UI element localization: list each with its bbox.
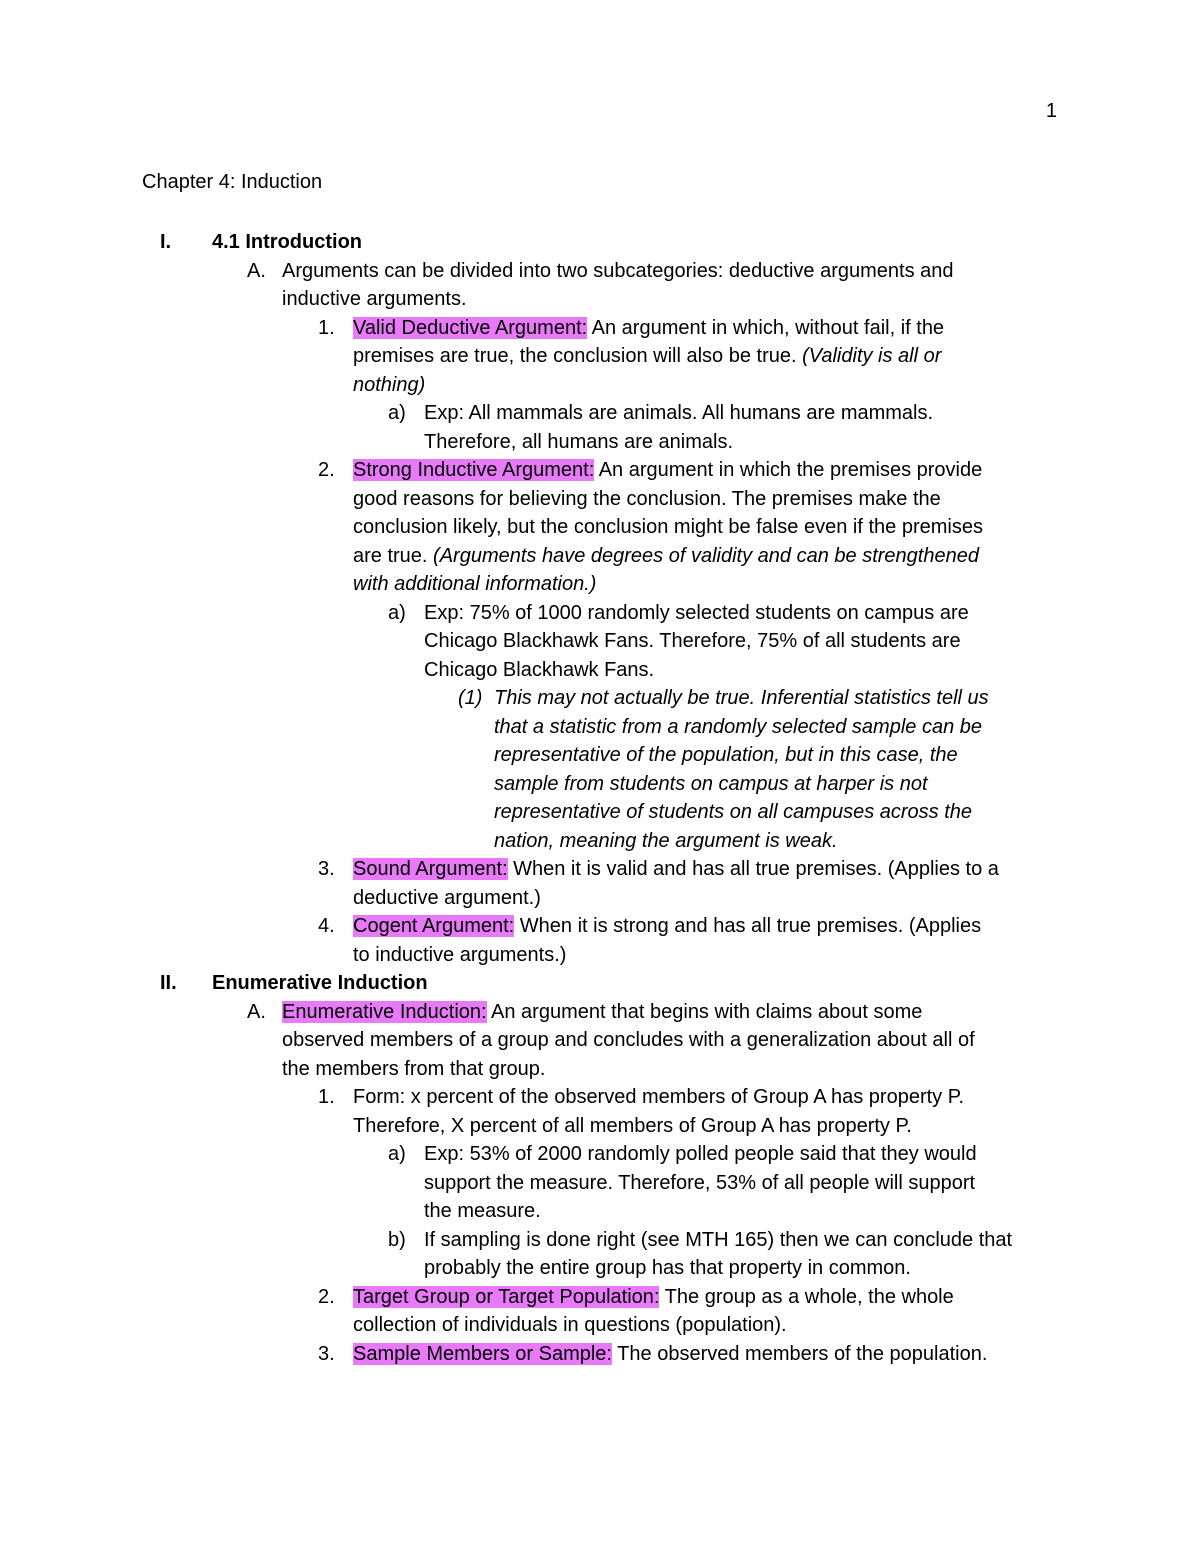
item-text-part: An argument in which, without fail, if the [587, 316, 945, 339]
list-item-continuation [0, 713, 1200, 742]
item-text [353, 314, 944, 343]
item-marker: 3. [318, 1342, 335, 1365]
list-item-continuation [0, 627, 1200, 656]
item-text [353, 456, 982, 485]
item-text: representative of students on all campuses across the [494, 801, 973, 823]
item-text: the members from that group. [282, 1057, 546, 1080]
list-item-continuation [0, 827, 1200, 856]
item-text [353, 1340, 987, 1369]
item-text-part: When it is strong and has all true premises. (Applies [514, 915, 982, 937]
list-item-continuation [0, 1026, 1200, 1055]
list-item-continuation [0, 884, 1200, 913]
section-marker: I. [160, 231, 172, 253]
list-item-continuation [0, 770, 1200, 799]
item-text: probably the entire group has that property in common. [424, 1257, 911, 1279]
item-marker: a) [388, 601, 406, 624]
list-item [0, 1083, 1200, 1112]
item-text: Therefore, X percent of all members of Group A has property P. [353, 1114, 912, 1137]
item-text: sample from students on campus at harper is not [494, 772, 928, 795]
section-heading [0, 228, 1200, 257]
item-text: observed members of a group and concludes with a generalization about all of [282, 1029, 975, 1051]
item-marker: a) [388, 402, 406, 424]
item-text: good reasons for believing the conclusion. The premises make the [353, 487, 941, 510]
item-text-part: The group as a whole, the whole [659, 1285, 954, 1308]
item-text: Exp: 75% of 1000 randomly selected students on campus are [424, 601, 969, 624]
item-marker: 3. [318, 858, 335, 880]
list-item-continuation [0, 570, 1200, 599]
item-text-part: are true. [353, 544, 434, 567]
list-item-continuation [0, 371, 1200, 400]
item-marker: a) [388, 1143, 406, 1165]
item-marker: A. [247, 259, 266, 282]
item-text-italic: (Arguments have degrees of validity and can be strengthened [433, 544, 979, 567]
item-text: inductive arguments. [282, 288, 467, 310]
item-text [282, 998, 922, 1027]
section-title: 4.1 Introduction [212, 231, 362, 253]
list-item [0, 1283, 1200, 1312]
item-text: Chicago Blackhawk Fans. Therefore, 75% of all students are [424, 630, 961, 652]
list-item-continuation [0, 1254, 1200, 1283]
highlighted-term: Strong Inductive Argument: [353, 459, 595, 481]
item-text [353, 1283, 954, 1312]
list-item-continuation [0, 798, 1200, 827]
item-text: Arguments can be divided into two subcategories: deductive arguments and [282, 259, 954, 282]
list-item-continuation [0, 428, 1200, 457]
list-item-continuation [0, 1055, 1200, 1084]
item-marker: 1. [318, 316, 335, 339]
list-item [0, 456, 1200, 485]
item-text: that a statistic from a randomly selected sample can be [494, 715, 983, 738]
item-text: with additional information.) [353, 573, 597, 595]
list-item-continuation [0, 941, 1200, 970]
item-marker: A. [247, 1000, 266, 1023]
list-item [0, 257, 1200, 286]
list-item [0, 599, 1200, 628]
list-item-continuation [0, 1112, 1200, 1141]
item-text: deductive argument.) [353, 886, 541, 909]
item-text: Exp: All mammals are animals. All humans are mammals. [424, 402, 934, 424]
item-marker: (1) [458, 687, 483, 709]
item-text: collection of individuals in questions (population). [353, 1314, 787, 1336]
item-text: Therefore, all humans are animals. [424, 430, 734, 453]
item-text [353, 342, 941, 371]
item-text-part: The observed members of the population. [611, 1342, 988, 1365]
list-item-continuation [0, 342, 1200, 371]
section-heading [0, 969, 1200, 998]
item-text: Chicago Blackhawk Fans. [424, 658, 655, 681]
item-text-italic: (Validity is all or [802, 345, 942, 367]
item-text-part: premises are true, the conclusion will also be true. [353, 345, 803, 367]
list-item [0, 912, 1200, 941]
list-item-continuation [0, 542, 1200, 571]
highlighted-term: Sound Argument: [353, 858, 508, 880]
page-number: 1 [1045, 100, 1057, 122]
item-text-part: When it is valid and has all true premises. (Applies to a [507, 858, 999, 880]
highlighted-term: Sample Members or Sample: [353, 1342, 612, 1365]
list-item-continuation [0, 1311, 1200, 1340]
item-text [353, 855, 999, 884]
item-marker: b) [388, 1228, 406, 1251]
item-text: representative of the population, but in this case, the [494, 744, 958, 766]
item-text-part: An argument in which the premises provide [594, 459, 983, 481]
list-item-continuation [0, 741, 1200, 770]
item-marker: 4. [318, 915, 335, 937]
item-text: nation, meaning the argument is weak. [494, 829, 838, 852]
item-text: This may not actually be true. Inferential statistics tell us [494, 687, 989, 709]
chapter-title: Chapter 4: Induction [142, 171, 323, 193]
section-marker: II. [160, 972, 177, 994]
item-text: support the measure. Therefore, 53% of all people will support [424, 1171, 976, 1194]
item-text: If sampling is done right (see MTH 165) then we can conclude that [424, 1228, 1013, 1251]
list-item [0, 1340, 1200, 1369]
section-title: Enumerative Induction [212, 972, 428, 994]
list-item [0, 998, 1200, 1027]
list-item-continuation [0, 1197, 1200, 1226]
item-text: nothing) [353, 373, 426, 396]
item-text [353, 912, 981, 941]
highlighted-term: Target Group or Target Population: [353, 1285, 660, 1308]
highlighted-term: Cogent Argument: [353, 915, 515, 937]
item-text: conclusion likely, but the conclusion might be false even if the premises [353, 516, 983, 538]
list-item [0, 314, 1200, 343]
highlighted-term: Valid Deductive Argument: [353, 316, 588, 339]
list-item-continuation [0, 656, 1200, 685]
list-item [0, 1140, 1200, 1169]
item-text [353, 542, 979, 571]
item-text: the measure. [424, 1200, 541, 1222]
item-text-part: An argument that begins with claims about some [486, 1000, 923, 1023]
list-item [0, 855, 1200, 884]
highlighted-term: Enumerative Induction: [282, 1000, 487, 1023]
list-item-continuation [0, 485, 1200, 514]
list-item-continuation [0, 285, 1200, 314]
outline [0, 228, 1200, 1368]
list-item-continuation [0, 1169, 1200, 1198]
list-item [0, 1226, 1200, 1255]
item-marker: 2. [318, 459, 335, 481]
list-item [0, 399, 1200, 428]
item-text: Form: x percent of the observed members of Group A has property P. [353, 1086, 965, 1108]
item-marker: 2. [318, 1285, 335, 1308]
item-text: to inductive arguments.) [353, 943, 567, 966]
item-text: Exp: 53% of 2000 randomly polled people said that they would [424, 1143, 977, 1165]
list-item-continuation [0, 513, 1200, 542]
list-item [0, 684, 1200, 713]
item-marker: 1. [318, 1086, 335, 1108]
